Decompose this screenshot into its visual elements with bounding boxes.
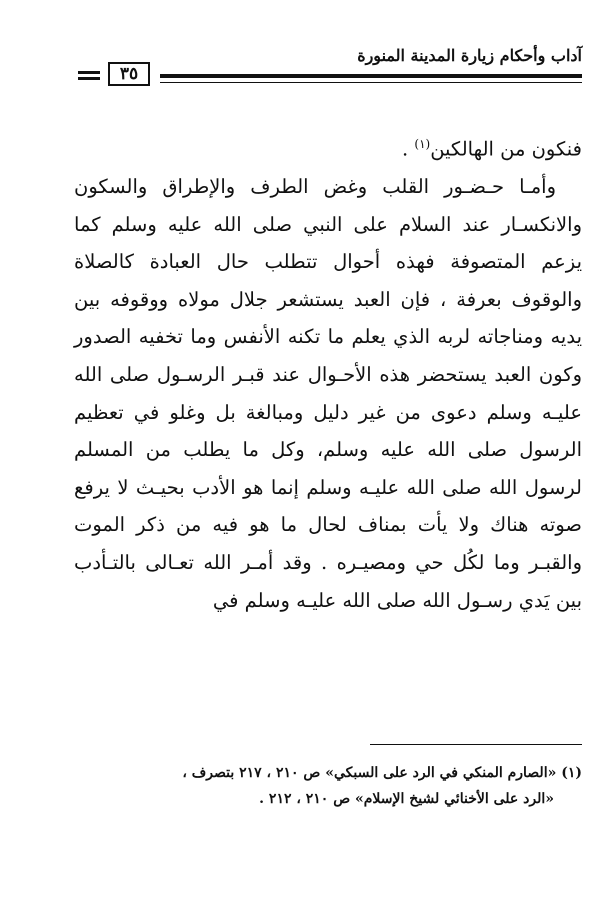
- page-header: [72, 44, 582, 90]
- body-paragraph: وأمـا حـضـور القلب وغض الطرف والإطراق والسكون والانكسـار عند السلام على النبي صلى الله عليه وسلم كما يزعم المتصوفة فهذه أحوال تتطلب حال العبادة كالصلاة والوقوف بعرفة ، فإن العبد يستشعر جلال مولاه ووقوفه بين يديه ومناجاته لربه الذي يعلم ما تكنه الأنفس وما تخفيه الصدور وكون العبد يستحضر هذه الأحـوال عند قبـر الرسـول صلى الله عليـه وسلم دعوى من غير دليل ومبالغة بل وغلو في تعظيم الرسول صلى الله عليه وسلم، وكل ما يطلب من المسلم لرسول الله صلى الله عليـه وسلم إنما هو الأدب بحيـث لا يرفع صوته هناك ولا يأت بمناف لحال ما هو فيه من ذكر الموت والقبـر وما لكُل حي ومصيـره . وقد أمـر الله تعـالى بالتـأدب بين يَدي رسـول الله صلى الله عليـه وسلم في: [74, 175, 582, 612]
- footnote-line: (١) «الصارم المنكي في الرد على السبكي» ص ٢١٠ ، ٢١٧ بتصرف ،: [182, 765, 582, 781]
- first-line-text: فنكون من الهالكين: [430, 137, 582, 161]
- body-text: [74, 126, 582, 619]
- footnote-marker: (١): [414, 137, 431, 151]
- first-line-end: .: [401, 137, 415, 161]
- ornament-mark: [78, 71, 100, 83]
- page-number: ٣٥: [108, 62, 150, 86]
- footnotes: [74, 760, 582, 812]
- body-first-line: [74, 126, 582, 168]
- header-rule-thick: [160, 74, 582, 78]
- footnote-line: «الرد على الأخنائي لشيخ الإسلام» ص ٢١٠ ، ٢١٢ .: [259, 791, 554, 807]
- footnote-separator: [370, 744, 582, 745]
- header-rule-thin: [160, 82, 582, 83]
- running-title: آداب وأحكام زيارة المدينة المنورة: [357, 46, 582, 65]
